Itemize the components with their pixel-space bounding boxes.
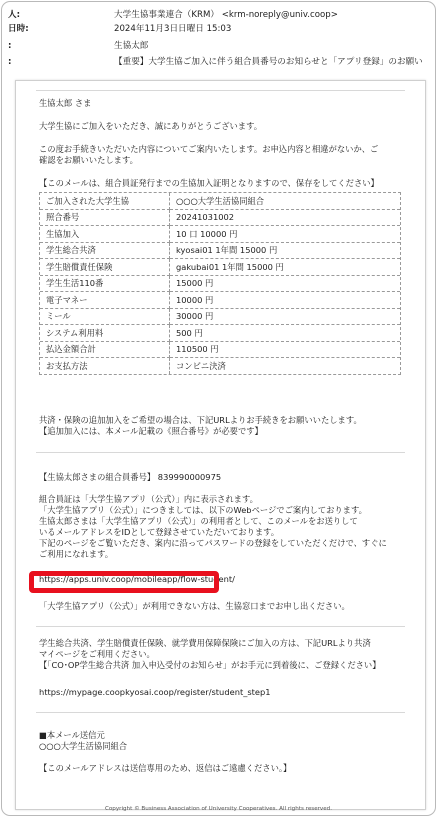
app-unavailable-text: 「大学生協アプリ（公式）」が利用できない方は、生協窓口までお申し出ください。: [39, 601, 350, 611]
table-key: 照合番号: [40, 210, 170, 227]
table-value: 15000 円: [170, 276, 400, 293]
save-notice: 【このメールは、組合員証発行までの生協加入証明となりますので、保存をしてください】: [39, 178, 379, 188]
table-value: ○○○大学生活協同組合: [170, 193, 400, 210]
divider: [36, 90, 405, 91]
table-row: [40, 292, 400, 309]
sender-name: ○○○大学生活協同組合: [39, 741, 128, 751]
app-info-line: ご利用になれます。: [39, 549, 114, 559]
mail-header: [2, 2, 435, 74]
table-row: [40, 193, 400, 210]
app-info-line: 組合員証は「大学生協アプリ（公式）」内に表示されます。: [39, 494, 258, 504]
table-key: ご加入された大学生協: [40, 193, 170, 210]
app-link[interactable]: https://apps.univ.coop/mobileapp/flow-student/: [39, 574, 235, 584]
sender-address[interactable]: 大学生協事業連合（KRM） <krm-noreply@univ.coop>: [114, 10, 338, 20]
header-label: :: [8, 57, 12, 67]
copyright: Copyright © Business Association of University Cooperatives. All rights reserved.: [104, 806, 333, 812]
kyosai-line: マイページをご利用ください。: [39, 649, 155, 659]
table-key: 学生賠償責任保険: [40, 259, 170, 276]
table-value: 20241031002: [170, 210, 400, 227]
table-value: コンビニ決済: [176, 360, 226, 371]
send-only-notice: 【このメールアドレスは送信専用のため、返信はご遠慮ください。】: [39, 763, 292, 773]
table-row: [40, 226, 400, 243]
highlight-box: [29, 571, 219, 593]
header-label: :: [8, 41, 12, 51]
kyosai-line: 【「CO･OP学生総合共済 加入申込受付のお知らせ」がお手元に到着後に、ご登録ください】: [39, 660, 381, 670]
table-row: [40, 325, 400, 342]
table-key: 払込金額合計: [40, 342, 170, 359]
table-value: gakubai01 1年間 15000 円: [170, 259, 400, 276]
app-info-line: いるメールアドレスをIDとして登録させていただいております。: [39, 527, 280, 537]
table-row: [40, 358, 400, 374]
app-info-line: 下記のページをご覧いただき、案内に沿ってパスワードの登録をしていただくだけで、すぐに: [39, 538, 387, 548]
member-number: 【生協太郎さまの組合員番号】 839990000975: [39, 472, 222, 482]
mail-body: [15, 80, 426, 810]
thanks-text: 大学生協にご加入をいただき、誠にありがとうございます。: [39, 121, 263, 131]
table-value: 10000 円: [170, 292, 400, 309]
intro-line: 確認をお願いいたします。: [39, 155, 138, 165]
table-key: 生協加入: [40, 226, 170, 243]
table-row: [40, 259, 400, 276]
divider: [36, 712, 405, 713]
divider: [36, 626, 405, 627]
additional-line: 【追加加入には、本メール記載の《照合番号》が必要です】: [39, 426, 263, 436]
mail-subject: 【重要】大学生協ご加入に伴う組合員番号のお知らせと「アプリ登録」のお願い: [114, 57, 423, 67]
app-info-line: 生協太郎さまは「大学生協アプリ（公式）」の利用者として、このメールをお送りして: [39, 516, 358, 526]
table-key: ミール: [40, 309, 170, 326]
table-value: kyosai01 1年間 15000 円: [170, 243, 400, 260]
table-key: 学生生活110番: [40, 276, 170, 293]
header-label: 人:: [8, 10, 21, 20]
sender-title: ■本メール送信元: [39, 730, 105, 740]
sent-date: 2024年11月3日日曜日 15:03: [114, 24, 232, 34]
intro-line: この度お手続きいただいた内容についてご案内いたします。お申込内容と相違がないか、ご: [39, 144, 379, 154]
table-row: [40, 342, 400, 359]
table-row: [40, 276, 400, 293]
table-value: 30000 円: [170, 309, 400, 326]
table-key: システム利用料: [40, 325, 170, 342]
application-table: [39, 192, 401, 375]
table-row: [40, 309, 400, 326]
table-row: [40, 243, 400, 260]
table-value: 500 円: [170, 325, 400, 342]
recipient-name: 生協太郎: [114, 41, 149, 51]
divider: [36, 452, 405, 453]
table-key: 電子マネー: [40, 292, 170, 309]
kyosai-line: 学生総合共済、学生賠償責任保険、就学費用保障保険にご加入の方は、下記URLより共済: [39, 638, 371, 648]
table-key: お支払方法: [40, 358, 170, 374]
app-info-line: 「大学生協アプリ（公式）」につきましては、以下のWebページでご案内しております。: [39, 505, 367, 515]
table-key: 学生総合共済: [40, 243, 170, 260]
table-row: [40, 210, 400, 227]
header-label: 日時:: [8, 24, 29, 34]
kyosai-link[interactable]: https://mypage.coopkyosai.coop/register/student_step1: [39, 687, 271, 697]
table-value: 110500 円: [170, 342, 400, 359]
additional-line: 共済・保険の追加加入をご希望の場合は、下記URLよりお手続きをお願いいたします。: [39, 415, 362, 425]
table-value: 10 口 10000 円: [170, 226, 400, 243]
greeting: 生協太郎 さま: [39, 98, 92, 108]
mail-window: [1, 1, 436, 816]
